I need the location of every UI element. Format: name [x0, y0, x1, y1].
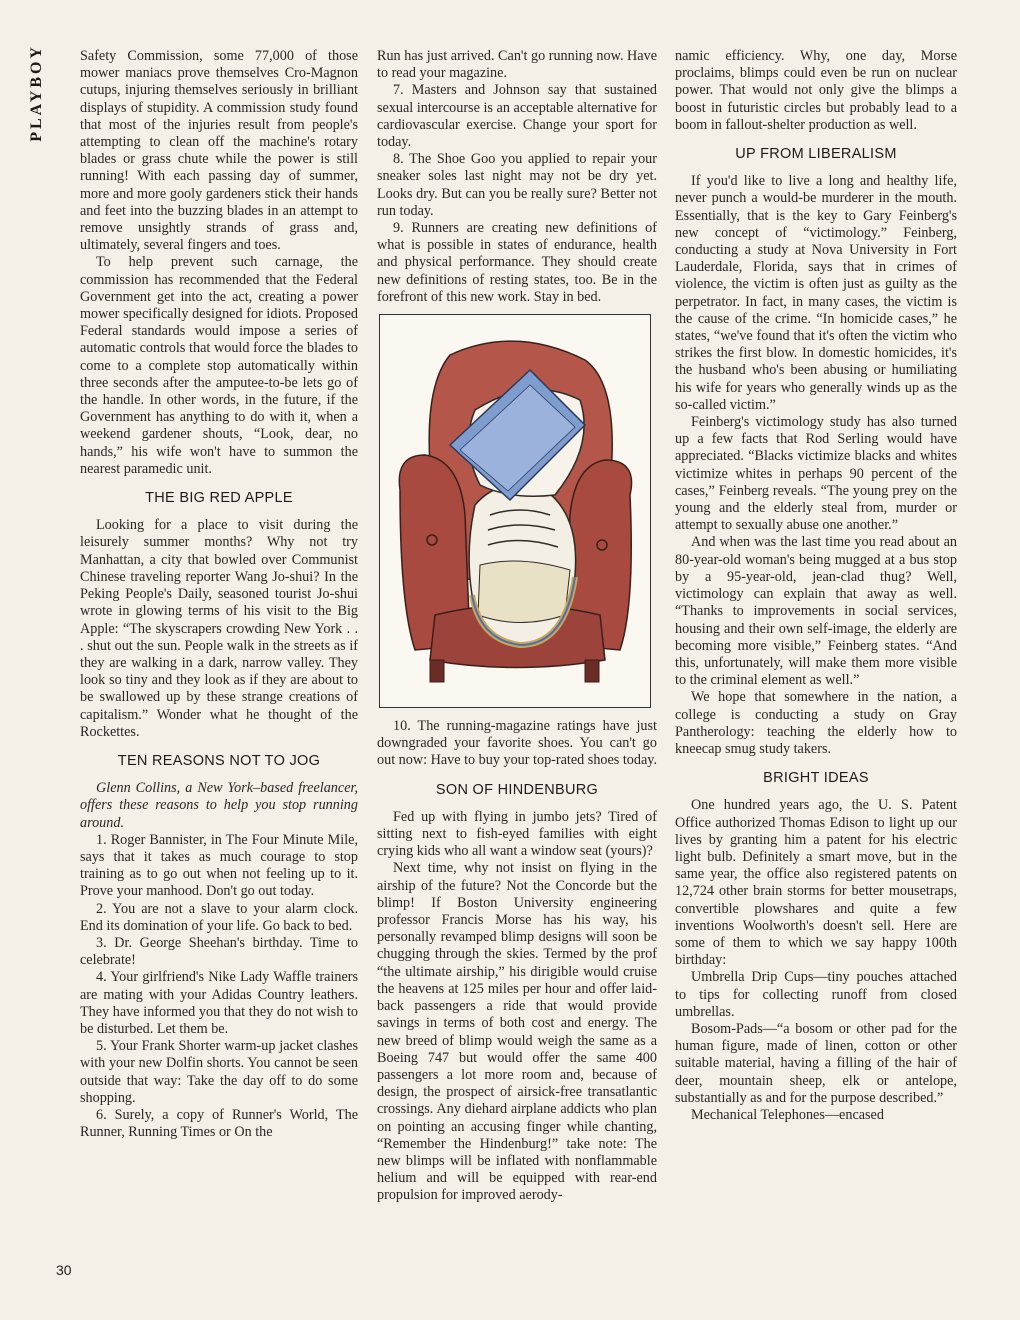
list-item: 3. Dr. George Sheehan's birthday. Time to celebrate! [80, 934, 358, 969]
paragraph: One hundred years ago, the U. S. Patent Office authorized Thomas Edison to light up our lives by granting him a patent for his electric light bulb. Definitely a smart move, but in the same year, the office also registered patents on 12,724 other brain storms for better mousetraps, convertible plowshares and quite a few inventions Woolworth's doesn't sell. Here are some of them to which we say happy 100th birthday: [675, 797, 957, 969]
list-item: 7. Masters and Johnson say that sustained sexual intercourse is an acceptable alternative for cardiovascular exercise. Change your sport for today. [377, 82, 657, 151]
paragraph: And when was the last time you read about an 80-year-old woman's being mugged at a bus stop by a 95-year-old, jean-clad thug? Well, victimology can explain that away as well. “Thanks to improvements in social services, housing and their own self-image, the elderly are becoming more visible,” Feinberg states. “And this, unfortunately, will make them more visible to the criminal element as well.” [675, 534, 957, 689]
paragraph: namic efficiency. Why, one day, Morse proclaims, blimps could even be run on nuclear power. That would not only give the blimps a boost in futuristic circles but probably lead to a boom in fallout-shelter production as well. [675, 48, 957, 133]
section-heading: TEN REASONS NOT TO JOG [117, 752, 321, 769]
paragraph: Next time, why not insist on flying in the airship of the future? Not the Concorde but the blimp! If Boston University engineering professor Francis Morse has his way, his personally revamped blimp designs will soon be chugging through the skies. Termed by the prof “the ultimate airship,” his dirigible would cruise the heavens at 125 miles per hour and offer laid-back passengers a ride that would provide savings in terms of both cost and energy. The new breed of blimp would weigh the same as a Boeing 747 but would offer the same 400 passengers a lot more room and, because of design, the prospect of airsick-free transatlantic crossings. Any diehard airplane addicts who plan on pointing an accusing finger while chanting, “Remember the Hindenburg!” take note: The new blimps will be inflated with nonflammable helium and will be equipped with rear-end propulsion for improved aerody- [377, 860, 657, 1204]
magazine-title: PLAYBOY [28, 44, 45, 142]
column-3 [675, 48, 957, 1124]
paragraph: We hope that somewhere in the nation, a college is conducting a study on Gray Pantherology: teaching the elderly how to kneecap smug study takers. [675, 689, 957, 757]
paragraph: Feinberg's victimology study has also turned up a few facts that Rod Serling would have appreciated. “Blacks victimize blacks and whites victimize whites in perhaps 90 percent of the cases,” Feinberg reveals. “The young prey on the young and the elderly steal from, murder or attempt to sexually abuse one another.” [675, 414, 957, 534]
paragraph: Safety Commission, some 77,000 of those mower maniacs prove themselves Cro-Magnon cutups, injuring themselves seriously in brilliant displays of stupidity. A commission study found that most of the injuries result from people's attempting to clean off the machine's rotary blades or grass chute while the power is still running! With each passing day of summer, more and more gooly gardeners stick their hands and feet into the buzzing blades in an attempt to remove unsightly strands of grass and, ultimately, several fingers and toes. [80, 48, 358, 254]
list-item: 6. Surely, a copy of Runner's World, The Runner, Running Times or On the [80, 1106, 358, 1141]
paragraph: If you'd like to live a long and healthy life, never punch a would-be murderer in the mouth. Essentially, that is the key to Gary Feinberg's new concept of “victimology.” Feinberg, conducting a study at Nova University in Fort Lauderdale, Florida, says that in crimes of violence, the victim is often just as guilty as the perpetrator. In fact, in many cases, the victim is the cause of the crime. “In homicide cases,” he states, “we've found that it's often the victim who strikes the first blow. In domestic homicides, it's the husband who's been abusing or humiliating his wife for years who generally winds up as the so-called victim.” [675, 173, 957, 413]
paragraph: To help prevent such carnage, the commission has recommended that the Federal Government get into the act, creating a power mower specifically designed for idiots. Proposed Federal standards would impose a series of automatic controls that would force the blades to come to a complete stop automatically within three seconds after the amputee-to-be lets go of the handle. In other words, in the future, if the Government has anything to do with it, when a weekend gardener shouts, “Look, dear, no hands,” his wife won't have to summon the nearest paramedic unit. [80, 254, 358, 477]
list-item: 9. Runners are creating new definitions of what is possible in states of endurance, health and physical performance. They should create new definitions of resting states, too. Be in the forefront of this new work. Stay in bed. [377, 220, 657, 305]
list-item: 5. Your Frank Shorter warm-up jacket clashes with your new Dolfin shorts. You cannot be seen outside that way: Take the day off to do some shopping. [80, 1038, 358, 1106]
page-number: 30 [56, 1262, 72, 1278]
paragraph: Fed up with flying in jumbo jets? Tired of sitting next to fish-eyed families with eight crying kids who all want a window seat (yours)? [377, 808, 657, 860]
column-2 [377, 48, 657, 1205]
paragraph: Mechanical Telephones—encased [691, 1106, 884, 1123]
paragraph: Looking for a place to visit during the leisurely summer months? Why not try Manhattan, a city that bowled over Communist Chinese traveling reporter Wang Jo-shui? In the Peking People's Daily, seasoned tourist Jo-shui wrote in glowing terms of his visit to the Big Apple: “The skyscrapers crowding New York . . . shut out the sun. People walk in the streets as if they are walking in a dark, narrow valley. They look so tiny and they look as if they are about to be swallowed up by these strange creations of capitalism.” Wonder what he thought of the Rockettes. [80, 517, 358, 740]
column-1 [80, 48, 358, 1141]
section-heading: BRIGHT IDEAS [763, 770, 869, 787]
section-heading: THE BIG RED APPLE [145, 490, 293, 507]
section-heading: UP FROM LIBERALISM [735, 146, 897, 163]
intro-paragraph: Glenn Collins, a New York–based freelancer, offers these reasons to help you stop running around. [80, 780, 358, 831]
list-item: 4. Your girlfriend's Nike Lady Waffle trainers are mating with your Adidas Country leathers. They have informed you that they do not wish to be disturbed. Let them be. [80, 969, 358, 1037]
list-item: 1. Roger Bannister, in The Four Minute Mile, says that it takes as much courage to stop training as to go out when not feeling up to it. Prove your manhood. Don't go out today. [80, 831, 358, 900]
sneaker-armchair-illustration [379, 314, 651, 708]
section-heading: SON OF HINDENBURG [435, 781, 599, 798]
list-item: Run has just arrived. Can't go running now. Have to read your magazine. [377, 48, 657, 82]
paragraph: Bosom-Pads—“a bosom or other pad for the human figure, made of linen, cotton or other suitable material, having a filling of the hair of deer, mountain sheep, elk or antelope, substantially as and for the purpose described.” [675, 1020, 957, 1106]
list-item: 10. The running-magazine ratings have just downgraded your favorite shoes. You can't go out now: Have to buy your top-rated shoes today. [377, 718, 658, 769]
paragraph: Umbrella Drip Cups—tiny pouches attached to tips for collecting runoff from closed umbrellas. [675, 969, 957, 1020]
list-item: 8. The Shoe Goo you applied to repair your sneaker soles last night may not be dry yet. Looks dry. But can you be really sure? Better not run today. [377, 151, 657, 219]
list-item: 2. You are not a slave to your alarm clock. End its domination of your life. Go back to bed. [80, 900, 358, 934]
